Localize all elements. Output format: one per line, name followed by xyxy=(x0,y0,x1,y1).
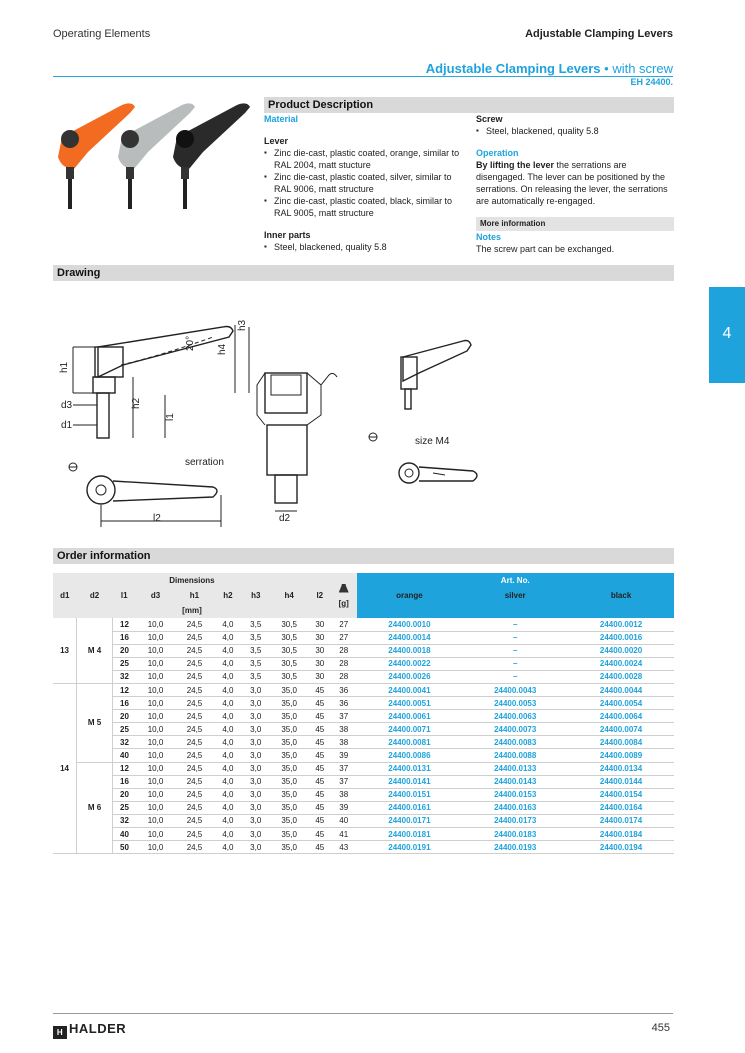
cell-h3: 3,5 xyxy=(242,618,270,631)
cell-l2: 45 xyxy=(309,814,331,827)
cell-h1: 24,5 xyxy=(175,697,214,710)
cell-h1: 24,5 xyxy=(175,683,214,696)
cell-h3: 3,0 xyxy=(242,801,270,814)
cell-art-orange: 24400.0014 xyxy=(357,631,463,644)
cell-h3: 3,0 xyxy=(242,814,270,827)
cell-h1: 24,5 xyxy=(175,749,214,762)
cell-l1: 20 xyxy=(112,710,136,723)
cell-art-black: 24400.0144 xyxy=(568,775,674,788)
cell-art-orange: 24400.0022 xyxy=(357,657,463,670)
label-h2: h2 xyxy=(131,397,142,409)
cell-weight: 27 xyxy=(331,631,357,644)
projection-symbol xyxy=(69,463,77,471)
cell-d2: M 4 xyxy=(77,618,113,683)
cell-art-black: 24400.0054 xyxy=(568,697,674,710)
cell-h1: 24,5 xyxy=(175,657,214,670)
table-row xyxy=(53,723,674,736)
cell-h4: 35,0 xyxy=(270,723,309,736)
cell-l1: 40 xyxy=(112,828,136,841)
label-angle: 20° xyxy=(185,335,196,351)
col-l1: l1 xyxy=(112,588,136,603)
cell-h1: 24,5 xyxy=(175,801,214,814)
weight-icon xyxy=(339,584,349,593)
list-item: ▪ Steel, blackened, quality 5.8 xyxy=(476,125,674,137)
cell-h2: 4,0 xyxy=(214,723,242,736)
cell-h2: 4,0 xyxy=(214,657,242,670)
section-view xyxy=(257,373,337,511)
cell-weight: 39 xyxy=(331,801,357,814)
col-h4: h4 xyxy=(270,588,309,603)
cell-art-orange: 24400.0181 xyxy=(357,828,463,841)
col-d3: d3 xyxy=(136,588,175,603)
projection-symbol xyxy=(369,433,377,441)
cell-art-black: 24400.0134 xyxy=(568,762,674,775)
lever-label: Lever xyxy=(264,136,289,146)
cell-h4: 35,0 xyxy=(270,828,309,841)
col-silver: silver xyxy=(462,588,568,603)
cell-h3: 3,5 xyxy=(242,670,270,683)
cell-weight: 28 xyxy=(331,644,357,657)
table-row xyxy=(53,644,674,657)
table-row xyxy=(53,828,674,841)
cell-d3: 10,0 xyxy=(136,736,175,749)
cell-art-black: 24400.0044 xyxy=(568,683,674,696)
cell-weight: 27 xyxy=(331,618,357,631)
cell-h1: 24,5 xyxy=(175,736,214,749)
cell-l2: 30 xyxy=(309,631,331,644)
cell-h4: 35,0 xyxy=(270,749,309,762)
cell-art-orange: 24400.0026 xyxy=(357,670,463,683)
title-main: Adjustable Clamping Levers xyxy=(425,61,601,76)
cell-d1: 14 xyxy=(53,683,77,853)
cell-h2: 4,0 xyxy=(214,801,242,814)
screw-list xyxy=(476,125,674,137)
cell-weight: 28 xyxy=(331,657,357,670)
cell-l1: 50 xyxy=(112,841,136,854)
cell-art-orange: 24400.0141 xyxy=(357,775,463,788)
weight-header xyxy=(331,573,357,618)
table-row xyxy=(53,670,674,683)
cell-l2: 30 xyxy=(309,657,331,670)
cell-h1: 24,5 xyxy=(175,631,214,644)
cell-l2: 45 xyxy=(309,775,331,788)
side-view xyxy=(73,325,249,438)
cell-h3: 3,5 xyxy=(242,657,270,670)
cell-weight: 36 xyxy=(331,697,357,710)
cell-l1: 16 xyxy=(112,631,136,644)
cell-weight: 38 xyxy=(331,723,357,736)
cell-d3: 10,0 xyxy=(136,814,175,827)
cell-h3: 3,0 xyxy=(242,683,270,696)
cell-weight: 39 xyxy=(331,749,357,762)
cell-art-orange: 24400.0051 xyxy=(357,697,463,710)
cell-art-black: 24400.0064 xyxy=(568,710,674,723)
cell-d3: 10,0 xyxy=(136,841,175,854)
cell-h2: 4,0 xyxy=(214,644,242,657)
list-item: ▪ Zinc die-cast, plastic coated, black, similar to RAL 9005, matt structure xyxy=(264,195,464,219)
cell-l1: 12 xyxy=(112,618,136,631)
cell-art-silver: 24400.0143 xyxy=(462,775,568,788)
art-no-spacer xyxy=(357,603,675,618)
order-table xyxy=(53,573,674,854)
material-label: Material xyxy=(264,114,299,124)
cell-art-orange: 24400.0018 xyxy=(357,644,463,657)
cell-l1: 12 xyxy=(112,762,136,775)
cell-art-black: 24400.0174 xyxy=(568,814,674,827)
cell-art-orange: 24400.0071 xyxy=(357,723,463,736)
cell-l2: 45 xyxy=(309,841,331,854)
cell-art-silver: – xyxy=(462,618,568,631)
page-number: 455 xyxy=(651,1022,670,1034)
cell-h2: 4,0 xyxy=(214,788,242,801)
cell-art-silver: 24400.0163 xyxy=(462,801,568,814)
cell-h3: 3,0 xyxy=(242,841,270,854)
table-row xyxy=(53,631,674,644)
page-title xyxy=(426,61,673,76)
cell-h1: 24,5 xyxy=(175,644,214,657)
operation-body: the serrations are disengaged. The lever can be positioned by the serrations. On releasing the lever, the serrations are automatically re-engaged. xyxy=(476,160,668,206)
cell-weight: 37 xyxy=(331,762,357,775)
cell-h3: 3,0 xyxy=(242,762,270,775)
cell-art-silver: 24400.0153 xyxy=(462,788,568,801)
cell-h4: 35,0 xyxy=(270,775,309,788)
title-suffix: • with screw xyxy=(604,61,673,76)
cell-weight: 37 xyxy=(331,775,357,788)
cell-h2: 4,0 xyxy=(214,618,242,631)
footer-divider xyxy=(53,1013,673,1014)
dimensions-header: Dimensions xyxy=(53,573,331,588)
cell-art-silver: 24400.0063 xyxy=(462,710,568,723)
cell-art-black: 24400.0020 xyxy=(568,644,674,657)
label-serration: serration xyxy=(185,457,224,468)
cell-d3: 10,0 xyxy=(136,670,175,683)
cell-h3: 3,0 xyxy=(242,788,270,801)
cell-h4: 35,0 xyxy=(270,841,309,854)
cell-h1: 24,5 xyxy=(175,723,214,736)
cell-h4: 35,0 xyxy=(270,814,309,827)
cell-weight: 38 xyxy=(331,788,357,801)
cell-h4: 35,0 xyxy=(270,788,309,801)
label-l1: l1 xyxy=(165,413,176,421)
table-row xyxy=(53,736,674,749)
operation-bold: By lifting the lever xyxy=(476,160,555,170)
cell-l2: 30 xyxy=(309,618,331,631)
cell-art-orange: 24400.0086 xyxy=(357,749,463,762)
cell-l2: 45 xyxy=(309,801,331,814)
cell-art-black: 24400.0194 xyxy=(568,841,674,854)
small-view xyxy=(399,341,477,484)
order-table-body xyxy=(53,618,674,854)
cell-art-silver: 24400.0133 xyxy=(462,762,568,775)
logo-mark-icon: H xyxy=(53,1026,67,1039)
table-row xyxy=(53,710,674,723)
cell-art-silver: 24400.0173 xyxy=(462,814,568,827)
cell-art-black: 24400.0089 xyxy=(568,749,674,762)
cell-l2: 45 xyxy=(309,828,331,841)
cell-d3: 10,0 xyxy=(136,697,175,710)
cell-weight: 38 xyxy=(331,736,357,749)
cell-art-silver: 24400.0053 xyxy=(462,697,568,710)
cell-art-orange: 24400.0010 xyxy=(357,618,463,631)
cell-h3: 3,0 xyxy=(242,710,270,723)
cell-l2: 45 xyxy=(309,710,331,723)
brand-name: HALDER xyxy=(69,1021,127,1036)
cell-h3: 3,0 xyxy=(242,828,270,841)
cell-h4: 35,0 xyxy=(270,683,309,696)
cell-art-orange: 24400.0161 xyxy=(357,801,463,814)
cell-d2: M 5 xyxy=(77,683,113,762)
cell-h1: 24,5 xyxy=(175,670,214,683)
brand-logo xyxy=(53,1021,126,1039)
list-item: ▪ Zinc die-cast, plastic coated, silver, similar to RAL 9006, matt structure xyxy=(264,171,464,195)
list-item: ▪ Steel, blackened, quality 5.8 xyxy=(264,241,464,253)
chapter-tab: 4 xyxy=(709,287,745,383)
more-information-bar: More information xyxy=(476,217,674,231)
cell-art-silver: 24400.0088 xyxy=(462,749,568,762)
cell-weight: 28 xyxy=(331,670,357,683)
cell-l1: 32 xyxy=(112,736,136,749)
product-description-heading: Product Description xyxy=(264,97,674,113)
cell-art-orange: 24400.0041 xyxy=(357,683,463,696)
cell-h2: 4,0 xyxy=(214,749,242,762)
table-row xyxy=(53,697,674,710)
col-black: black xyxy=(568,588,674,603)
label-d2: d2 xyxy=(279,513,291,524)
label-d1: d1 xyxy=(61,420,73,431)
cell-l1: 32 xyxy=(112,670,136,683)
cell-l1: 12 xyxy=(112,683,136,696)
cell-l1: 32 xyxy=(112,814,136,827)
cell-h2: 4,0 xyxy=(214,814,242,827)
cell-art-black: 24400.0016 xyxy=(568,631,674,644)
cell-h1: 24,5 xyxy=(175,775,214,788)
cell-art-orange: 24400.0081 xyxy=(357,736,463,749)
cell-h2: 4,0 xyxy=(214,736,242,749)
cell-l2: 45 xyxy=(309,762,331,775)
inner-parts-list xyxy=(264,241,464,253)
cell-h4: 35,0 xyxy=(270,710,309,723)
cell-art-black: 24400.0012 xyxy=(568,618,674,631)
cell-h3: 3,0 xyxy=(242,697,270,710)
cell-art-silver: 24400.0073 xyxy=(462,723,568,736)
cell-h4: 30,5 xyxy=(270,618,309,631)
cell-h2: 4,0 xyxy=(214,762,242,775)
cell-d3: 10,0 xyxy=(136,618,175,631)
label-h1: h1 xyxy=(59,361,70,373)
cell-art-silver: 24400.0043 xyxy=(462,683,568,696)
cell-h1: 24,5 xyxy=(175,788,214,801)
operation-label: Operation xyxy=(476,148,519,158)
cell-d3: 10,0 xyxy=(136,762,175,775)
cell-h3: 3,5 xyxy=(242,631,270,644)
table-row xyxy=(53,841,674,854)
cell-d3: 10,0 xyxy=(136,631,175,644)
technical-drawing xyxy=(53,285,674,540)
cell-d3: 10,0 xyxy=(136,788,175,801)
cell-art-silver: – xyxy=(462,657,568,670)
table-row xyxy=(53,801,674,814)
cell-h2: 4,0 xyxy=(214,710,242,723)
cell-art-orange: 24400.0151 xyxy=(357,788,463,801)
cell-h4: 30,5 xyxy=(270,670,309,683)
cell-art-black: 24400.0164 xyxy=(568,801,674,814)
cell-art-black: 24400.0028 xyxy=(568,670,674,683)
operation-text xyxy=(476,159,674,207)
cell-weight: 43 xyxy=(331,841,357,854)
cell-h1: 24,5 xyxy=(175,710,214,723)
table-row xyxy=(53,762,674,775)
cell-l2: 45 xyxy=(309,788,331,801)
label-size: size M4 xyxy=(415,436,450,447)
table-row xyxy=(53,683,674,696)
cell-d2: M 6 xyxy=(77,762,113,854)
table-row xyxy=(53,788,674,801)
cell-h1: 24,5 xyxy=(175,762,214,775)
cell-l1: 40 xyxy=(112,749,136,762)
table-row xyxy=(53,775,674,788)
table-row xyxy=(53,749,674,762)
list-item: ▪ Zinc die-cast, plastic coated, orange, similar to RAL 2004, matt stucture xyxy=(264,147,464,171)
cell-d3: 10,0 xyxy=(136,828,175,841)
header-section: Operating Elements xyxy=(53,28,151,40)
table-row xyxy=(53,657,674,670)
cell-h1: 24,5 xyxy=(175,814,214,827)
cell-d3: 10,0 xyxy=(136,749,175,762)
cell-art-black: 24400.0154 xyxy=(568,788,674,801)
cell-d3: 10,0 xyxy=(136,801,175,814)
cell-h2: 4,0 xyxy=(214,841,242,854)
notes-label: Notes xyxy=(476,232,502,242)
col-h1: h1 xyxy=(175,588,214,603)
lever-list xyxy=(264,147,464,219)
cell-d3: 10,0 xyxy=(136,657,175,670)
cell-h4: 35,0 xyxy=(270,762,309,775)
cell-h1: 24,5 xyxy=(175,618,214,631)
cell-art-silver: – xyxy=(462,644,568,657)
cell-l1: 20 xyxy=(112,644,136,657)
product-code: EH 24400. xyxy=(630,77,673,87)
cell-h2: 4,0 xyxy=(214,631,242,644)
product-photo xyxy=(52,97,257,217)
cell-l1: 25 xyxy=(112,723,136,736)
cell-h3: 3,0 xyxy=(242,749,270,762)
cell-l1: 16 xyxy=(112,775,136,788)
cell-weight: 41 xyxy=(331,828,357,841)
cell-l1: 20 xyxy=(112,788,136,801)
cell-art-silver: – xyxy=(462,631,568,644)
cell-h4: 35,0 xyxy=(270,697,309,710)
cell-art-orange: 24400.0061 xyxy=(357,710,463,723)
screw-column xyxy=(476,113,674,255)
cell-h1: 24,5 xyxy=(175,828,214,841)
cell-d3: 10,0 xyxy=(136,710,175,723)
col-h3: h3 xyxy=(242,588,270,603)
cell-art-silver: 24400.0183 xyxy=(462,828,568,841)
cell-l2: 45 xyxy=(309,697,331,710)
black-lever-image xyxy=(173,103,250,209)
cell-art-black: 24400.0184 xyxy=(568,828,674,841)
cell-l2: 45 xyxy=(309,723,331,736)
cell-h2: 4,0 xyxy=(214,775,242,788)
table-row xyxy=(53,814,674,827)
cell-h2: 4,0 xyxy=(214,670,242,683)
cell-d3: 10,0 xyxy=(136,644,175,657)
label-l2: l2 xyxy=(153,513,161,524)
cell-h1: 24,5 xyxy=(175,841,214,854)
notes-text: The screw part can be exchanged. xyxy=(476,244,615,254)
header-divider xyxy=(53,76,673,77)
cell-h4: 30,5 xyxy=(270,657,309,670)
col-d2: d2 xyxy=(77,588,113,603)
order-information-heading: Order information xyxy=(53,548,674,564)
label-h4: h4 xyxy=(217,343,228,355)
cell-h4: 30,5 xyxy=(270,644,309,657)
cell-weight: 37 xyxy=(331,710,357,723)
col-h2: h2 xyxy=(214,588,242,603)
drawing-heading: Drawing xyxy=(53,265,674,281)
cell-art-orange: 24400.0131 xyxy=(357,762,463,775)
cell-art-silver: 24400.0193 xyxy=(462,841,568,854)
cell-h4: 30,5 xyxy=(270,631,309,644)
cell-art-black: 24400.0074 xyxy=(568,723,674,736)
cell-art-orange: 24400.0191 xyxy=(357,841,463,854)
cell-h4: 35,0 xyxy=(270,801,309,814)
cell-art-orange: 24400.0171 xyxy=(357,814,463,827)
col-d1: d1 xyxy=(53,588,77,603)
cell-l2: 30 xyxy=(309,644,331,657)
screw-label: Screw xyxy=(476,114,503,124)
cell-weight: 40 xyxy=(331,814,357,827)
unit-mm: [mm] xyxy=(53,603,331,618)
cell-art-silver: 24400.0083 xyxy=(462,736,568,749)
header-category: Adjustable Clamping Levers xyxy=(525,28,673,40)
cell-h4: 35,0 xyxy=(270,736,309,749)
cell-art-black: 24400.0084 xyxy=(568,736,674,749)
cell-l1: 25 xyxy=(112,801,136,814)
cell-d3: 10,0 xyxy=(136,775,175,788)
cell-l2: 45 xyxy=(309,683,331,696)
cell-h3: 3,0 xyxy=(242,775,270,788)
cell-h2: 4,0 xyxy=(214,828,242,841)
col-l2: l2 xyxy=(309,588,331,603)
cell-d3: 10,0 xyxy=(136,683,175,696)
cell-art-black: 24400.0024 xyxy=(568,657,674,670)
cell-d3: 10,0 xyxy=(136,723,175,736)
cell-h3: 3,0 xyxy=(242,723,270,736)
cell-weight: 36 xyxy=(331,683,357,696)
cell-d1: 13 xyxy=(53,618,77,683)
cell-h3: 3,0 xyxy=(242,736,270,749)
cell-h2: 4,0 xyxy=(214,697,242,710)
cell-art-silver: – xyxy=(462,670,568,683)
art-no-header: Art. No. xyxy=(357,573,675,588)
col-orange: orange xyxy=(357,588,463,603)
material-column xyxy=(264,113,464,253)
table-row xyxy=(53,618,674,631)
cell-l2: 45 xyxy=(309,749,331,762)
cell-l2: 45 xyxy=(309,736,331,749)
inner-parts-label: Inner parts xyxy=(264,230,311,240)
unit-g: [g] xyxy=(338,598,349,608)
cell-h3: 3,5 xyxy=(242,644,270,657)
label-h3: h3 xyxy=(237,319,248,331)
label-d3: d3 xyxy=(61,400,73,411)
cell-l1: 16 xyxy=(112,697,136,710)
cell-l1: 25 xyxy=(112,657,136,670)
cell-l2: 30 xyxy=(309,670,331,683)
cell-h2: 4,0 xyxy=(214,683,242,696)
